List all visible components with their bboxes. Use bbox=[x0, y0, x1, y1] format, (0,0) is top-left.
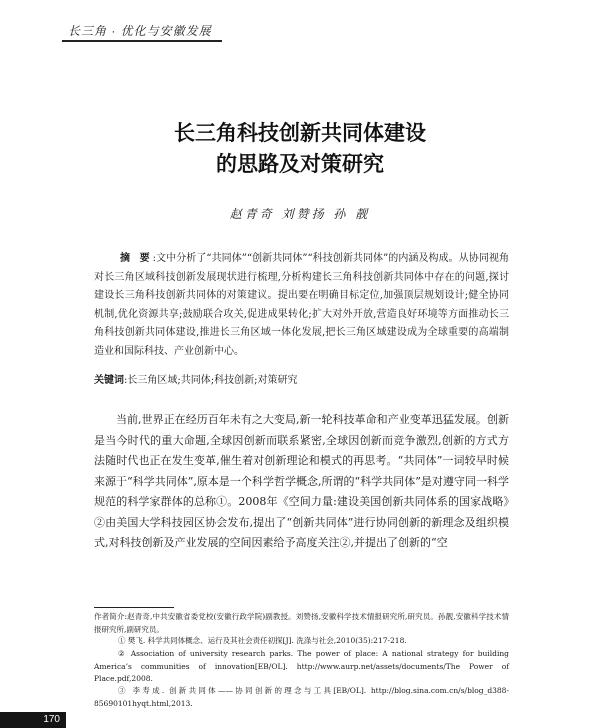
body-paragraph: 当前,世界正在经历百年未有之大变局,新一轮科技革命和产业变革迅猛发展。创新是当今时代的重大命题,全球因创新而联系紧密,全球因创新而竞争激烈,创新的方式方法随时代也正在发生变革,催生着对创新理论和模式的再思考。“共同体”一词较早时候来源于“科学共同体”,原本是一个科学哲学概念,所谓的“科学共同体”是对遵守同一科学规范的科学家群体的总称①。2008年《空间力量:建设美国创新共同体系的国家战略》②由美国大学科技园区协会发布,提出了“创新共同体”进行协同创新的新理念及组织模式,对科技创新及产业发展的空间因素给予高度关注②,并提出了创新的“空 bbox=[94, 413, 509, 549]
keywords-text: :长三角区域;共同体;科技创新;对策研究 bbox=[124, 375, 298, 386]
abstract-text: :文中分析了“共同体”“创新共同体”“科技创新共同体”的内涵及构成。从协同视角对长三角区域科技创新发展现状进行梳理,分析构建长三角科技创新共同体中存在的问题,探讨建设长三角科技创新共同体的对策建议。提出要在明确目标定位,加强顶层规划设计;健全协同机制,优化资源共享;鼓励联合攻关,促进成果转化;扩大对外开放,营造良好环境等方面推动长三角科技创新共同体建设,推进长三角区域一体化发展,把长三角区域建设成为全球重要的高端制造业和国际科技、产业创新中心。 bbox=[94, 253, 509, 357]
abstract bbox=[94, 250, 509, 361]
keywords-label: 关键词 bbox=[94, 375, 124, 386]
footnote-1: ① 樊飞. 科学共同体概念、运行及其社会责任初探[J]. 洗涤与社会,2010(35):217-218. bbox=[118, 636, 407, 645]
article-title-line2: 的思路及对策研究 bbox=[216, 152, 384, 176]
authors: 赵青奇 刘赞扬 孙 靓 bbox=[229, 207, 371, 221]
footnote-rule bbox=[94, 607, 174, 608]
author-note: 作者简介:赵青奇,中共安徽省委党校(安徽行政学院)副教授。刘赞扬,安徽科学技术情报研究所,研究员。孙靓,安徽科学技术情报研究所,副研究员。 bbox=[94, 612, 509, 634]
header-rule bbox=[62, 40, 222, 42]
footnote-3: ③ 李寿成. 创新共同体——协同创新的理念与工具[EB/OL]. http://blog.sina.com.cn/s/blog_d388-85690101hyqt.html,2013. bbox=[94, 686, 509, 708]
running-header: 长三角 · 优化与安徽发展 bbox=[68, 24, 212, 38]
page-number: 170 bbox=[0, 712, 66, 728]
article-title-line1: 长三角科技创新共同体建设 bbox=[174, 121, 426, 145]
keywords bbox=[94, 372, 509, 390]
footnote-2: ② Association of university research parks. The power of place: A national strategy for building America’s communities of innovation[EB/OL]. http://www.aurp.net/assets/documents/The Power of Place.pdf,2008. bbox=[94, 649, 509, 683]
abstract-label: 摘 要 bbox=[120, 253, 153, 264]
